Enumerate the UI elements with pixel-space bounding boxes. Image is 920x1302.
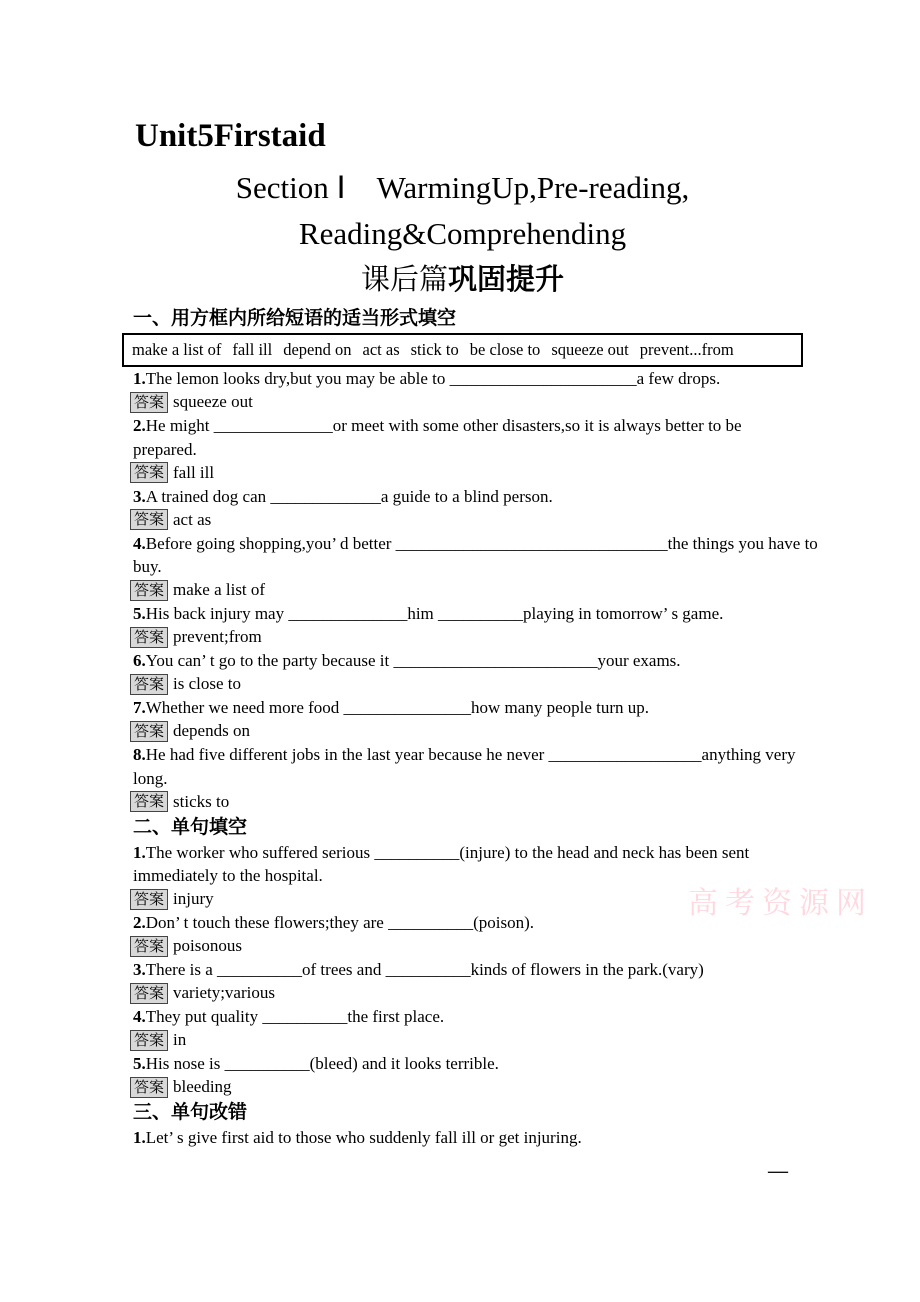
answer-text: squeeze out (173, 392, 253, 412)
question-number: 6. (133, 651, 146, 670)
question-number: 2. (133, 416, 146, 435)
question-item (133, 602, 803, 649)
document-content (122, 0, 818, 1150)
question-text: He might ______________or meet with some other disasters,so it is always better to be (145, 416, 742, 435)
answer-row (130, 982, 803, 1006)
answer-row (130, 888, 803, 912)
answer-badge: 答案 (130, 392, 168, 413)
question-line (133, 532, 818, 556)
section-3-heading: 三、单句改错 (133, 1102, 248, 1123)
question-number: 1. (133, 842, 146, 862)
question-item (133, 958, 803, 1005)
question-item (133, 414, 803, 485)
question-item (133, 841, 803, 912)
question-line (133, 696, 803, 720)
question-line (133, 602, 803, 626)
answer-row (130, 391, 803, 415)
question-number: 5. (133, 604, 146, 623)
question-number: 4. (133, 533, 146, 553)
question-line-continued: immediately to the hospital. (133, 866, 323, 885)
question-text: A trained dog can _____________a guide to a blind person. (145, 486, 553, 506)
answer-text: injury (173, 889, 214, 909)
answer-row (130, 626, 803, 650)
question-line (133, 414, 803, 438)
phrase-item: make a list of (132, 340, 222, 359)
phrase-item: act as (362, 340, 400, 359)
page-dash: — (768, 1160, 788, 1182)
question-item (133, 911, 803, 958)
answer-badge: 答案 (130, 936, 168, 957)
answer-row (130, 790, 803, 814)
question-line (133, 1126, 803, 1150)
question-line-continued: prepared. (133, 439, 197, 459)
question-line-continued: long. (133, 768, 168, 788)
answer-text: is close to (173, 674, 242, 694)
section-phrase-fill (122, 306, 818, 814)
question-item (133, 649, 803, 696)
question-item (133, 532, 818, 603)
question-line (133, 367, 803, 391)
answer-badge: 答案 (130, 721, 168, 742)
answer-badge: 答案 (130, 627, 168, 648)
answer-badge: 答案 (130, 462, 168, 483)
question-item (133, 1052, 803, 1099)
question-line (133, 1052, 803, 1076)
subheader (122, 260, 803, 301)
section-title-line2: Reading&Comprehending (298, 216, 627, 251)
answer-row (130, 673, 803, 697)
question-line (133, 958, 803, 982)
unit-title: Unit5Firstaid (135, 118, 326, 154)
question-number: 1. (133, 369, 146, 388)
question-text: His back injury may ______________him __________playing in tomorrow’ s game. (145, 604, 724, 623)
question-line (133, 649, 803, 673)
answer-row (130, 1029, 803, 1053)
answer-badge: 答案 (130, 889, 168, 910)
answer-badge: 答案 (130, 580, 168, 601)
section-title-line1: Section Ⅰ WarmingUp,Pre-reading, (235, 170, 690, 205)
question-text: The lemon looks dry,but you may be able to ______________________a few drops. (145, 369, 721, 388)
question-line-continued: buy. (133, 557, 162, 576)
question-item (133, 367, 803, 414)
question-text: There is a __________of trees and __________kinds of flowers in the park.(vary) (145, 960, 704, 979)
answer-text: fall ill (173, 462, 215, 482)
question-line (133, 911, 803, 935)
answer-text: act as (173, 509, 212, 529)
answer-row (130, 720, 803, 744)
question-text: The worker who suffered serious __________(injure) to the head and neck has been sent (145, 842, 750, 862)
answer-row (130, 508, 803, 532)
question-item (133, 696, 803, 743)
question-item (133, 485, 803, 532)
subheader-regular: 课后篇 (360, 264, 448, 296)
question-text: They put quality __________the first place. (145, 1007, 445, 1026)
answer-text: in (173, 1030, 187, 1050)
question-text: He had five different jobs in the last year because he never __________________anything very (145, 745, 796, 764)
question-number: 3. (133, 486, 146, 506)
question-item (133, 1005, 803, 1052)
question-text: You can’ t go to the party because it ________________________your exams. (145, 651, 681, 670)
answer-badge: 答案 (130, 983, 168, 1004)
question-text: Let’ s give first aid to those who suddenly fall ill or get injuring. (145, 1128, 582, 1147)
question-line (133, 485, 803, 509)
section-error-correction (122, 1100, 803, 1150)
question-number: 3. (133, 960, 146, 979)
answer-row (130, 579, 803, 603)
answer-badge: 答案 (130, 1030, 168, 1051)
answer-badge: 答案 (130, 1077, 168, 1098)
answer-text: variety;various (173, 983, 275, 1003)
phrase-item: fall ill (232, 340, 273, 359)
question-number: 8. (133, 745, 146, 764)
question-item (133, 743, 803, 814)
question-line (133, 743, 803, 767)
section-1-heading: 一、用方框内所给短语的适当形式填空 (133, 308, 457, 329)
phrase-item: be close to (469, 340, 541, 359)
subheader-bold: 巩固提升 (448, 264, 565, 296)
answer-text: bleeding (173, 1077, 232, 1097)
answer-badge: 答案 (130, 791, 168, 812)
phrase-item: depend on (283, 340, 352, 359)
question-item (133, 1126, 803, 1150)
answer-text: poisonous (173, 936, 242, 956)
phrase-item: squeeze out (551, 340, 629, 359)
question-number: 4. (133, 1007, 146, 1026)
question-line (133, 841, 803, 865)
section-2-heading: 二、单句填空 (133, 816, 248, 838)
question-number: 5. (133, 1054, 146, 1073)
section-single-fill (122, 815, 803, 1100)
answer-text: sticks to (173, 791, 230, 811)
answer-badge: 答案 (130, 674, 168, 695)
question-number: 1. (133, 1128, 146, 1147)
answer-row (130, 1076, 803, 1100)
question-text: His nose is __________(bleed) and it looks terrible. (145, 1054, 499, 1073)
answer-text: make a list of (173, 580, 266, 600)
answer-row (130, 935, 803, 959)
question-number: 2. (133, 913, 146, 932)
answer-row (130, 461, 803, 485)
question-text: Whether we need more food _______________how many people turn up. (145, 698, 650, 717)
answer-text: prevent;from (173, 627, 262, 647)
answer-badge: 答案 (130, 509, 168, 530)
watermark: 高考资源网 (688, 887, 873, 920)
answer-text: depends on (173, 721, 250, 741)
question-line (133, 1005, 803, 1029)
phrase-item: prevent...from (639, 340, 734, 359)
question-text: Before going shopping,you’ d better ________________________________the things you have to (145, 533, 818, 553)
question-number: 7. (133, 698, 146, 717)
question-text: Don’ t touch these flowers;they are __________(poison). (145, 913, 534, 932)
phrase-box (122, 333, 803, 367)
phrase-item: stick to (410, 340, 459, 359)
